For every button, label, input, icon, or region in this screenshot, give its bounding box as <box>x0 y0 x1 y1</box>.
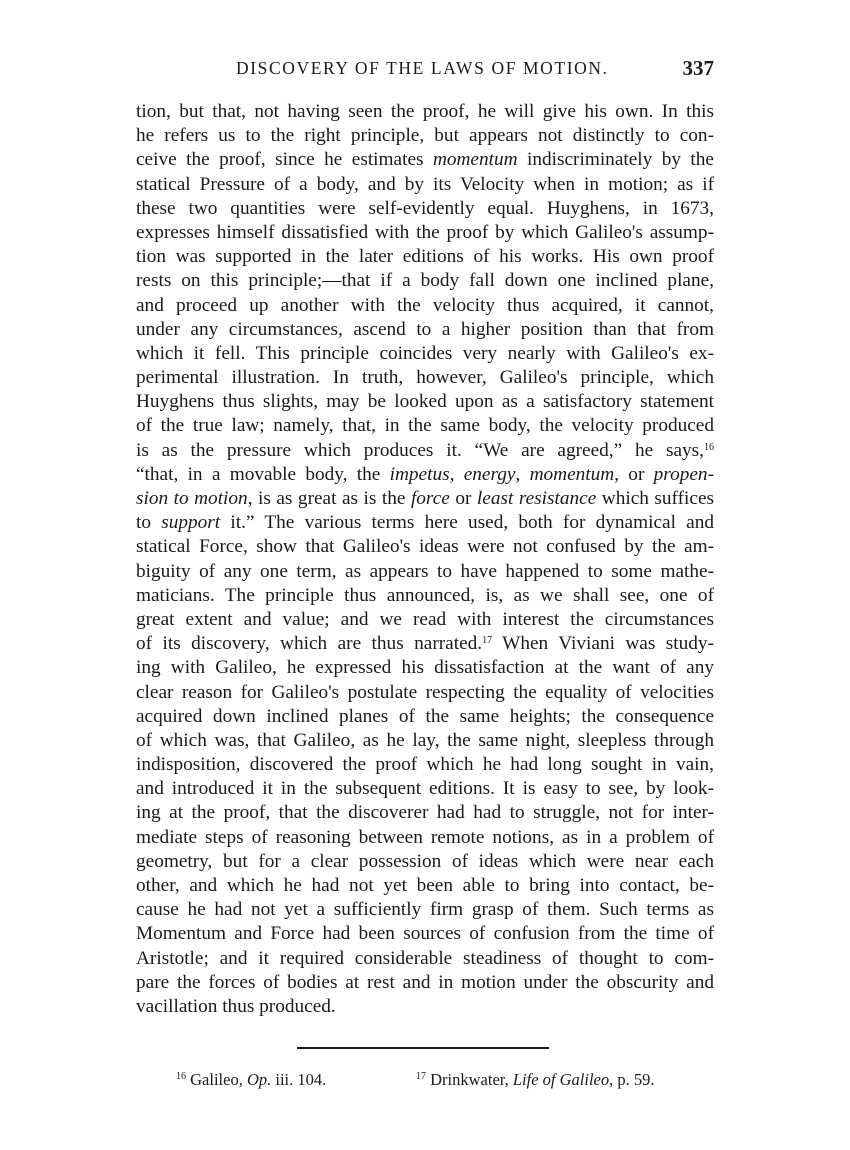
text-line: great extent and value; and we read with interest the circumstances <box>136 608 714 630</box>
running-head <box>136 56 714 86</box>
text-line: perimental illustration. In truth, however, Galileo's principle, which <box>136 367 714 389</box>
text-line: maticians. The principle thus announced, is, as we shall see, one of <box>136 584 714 606</box>
text-line: Aristotle; and it required considerable steadiness of thought to com- <box>136 947 714 969</box>
text-line: cause he had not yet a sufficiently firm grasp of them. Such terms as <box>136 899 714 921</box>
text-line: other, and which he had not yet been able to bring into contact, be- <box>136 875 714 896</box>
page-number: 337 <box>682 56 714 80</box>
footnote-16-marker: 16 <box>176 1071 186 1082</box>
text-line: which it fell. This principle coincides very nearly with Galileo's ex- <box>136 342 714 364</box>
text-line: these two quantities were self-evidently equal. Huyghens, in 1673, <box>136 197 714 219</box>
text-line: sion to motion, is as great as is the force or least resistance which suffices <box>136 488 715 509</box>
text-line: acquired down inclined planes of the same heights; the consequence <box>136 705 714 727</box>
text-line: biguity of any one term, as appears to have happened to some mathe- <box>136 560 714 582</box>
text-line: to support it.” The various terms here used, both for dynamical and <box>136 512 714 534</box>
body-text <box>136 100 714 1019</box>
text-line: ceive the proof, since he estimates momentum indiscriminately by the <box>136 149 714 171</box>
text-line: and introduced it in the subsequent editions. It is easy to see, by look- <box>136 778 714 800</box>
running-title: DISCOVERY OF THE LAWS OF MOTION. <box>236 58 609 78</box>
text-line: of which was, that Galileo, as he lay, the same night, sleepless through <box>136 729 714 751</box>
footnote-16 <box>176 1070 326 1090</box>
footnote-17 <box>416 1070 654 1090</box>
text-line: vacillation thus produced. <box>136 995 336 1017</box>
footnote-16-text: Galileo, Op. iii. 104. <box>190 1070 327 1089</box>
text-line: tion was supported in the later editions of his works. His own proof <box>136 246 714 268</box>
footnote-17-text: Drinkwater, Life of Galileo, p. 59. <box>430 1070 655 1089</box>
text-line: and proceed up another with the velocity thus acquired, it cannot, <box>136 294 714 316</box>
text-line: tion, but that, not having seen the proof, he will give his own. In this <box>136 101 714 122</box>
text-line: of the true law; namely, that, in the same body, the velocity produced <box>136 415 714 437</box>
text-line: geometry, but for a clear possession of ideas which were near each <box>136 850 714 872</box>
text-line: Momentum and Force had been sources of confusion from the time of <box>136 923 714 945</box>
text-line: indisposition, discovered the proof which he had long sought in vain, <box>136 754 714 776</box>
text-line: rests on this principle;—that if a body fall down one inclined plane, <box>136 270 714 292</box>
footnote-17-marker: 17 <box>416 1071 426 1082</box>
text-line: expresses himself dissatisfied with the proof by which Galileo's assump- <box>136 221 714 243</box>
text-line: ing with Galileo, he expressed his dissatisfaction at the want of any <box>136 657 714 679</box>
text-line: statical Pressure of a body, and by its Velocity when in motion; as if <box>136 173 714 195</box>
text-line: pare the forces of bodies at rest and in motion under the obscurity and <box>136 971 714 993</box>
text-line: mediate steps of reasoning between remote notions, as in a problem of <box>136 826 714 848</box>
text-line: clear reason for Galileo's postulate respecting the equality of velocities <box>136 681 714 703</box>
text-line: Huyghens thus slights, may be looked upon as a satisfactory statement <box>136 391 714 413</box>
text-line: statical Force, show that Galileo's ideas were not confused by the am- <box>136 536 714 558</box>
text-line: of its discovery, which are thus narrated.$^{17}$ When Viviani was study- <box>136 633 714 655</box>
text-line: under any circumstances, ascend to a higher position than that from <box>136 318 714 340</box>
text-line: he refers us to the right principle, but appears not distinctly to con- <box>136 125 714 147</box>
text-line: ing at the proof, that the discoverer had had to struggle, not for inter- <box>136 802 714 824</box>
text-line: is as the pressure which produces it. “We are agreed,” he says,$^{16}$ <box>136 439 714 461</box>
text-line: “that, in a movable body, the impetus, energy, momentum, or propen- <box>136 463 714 485</box>
footnote-rule <box>297 1047 549 1049</box>
